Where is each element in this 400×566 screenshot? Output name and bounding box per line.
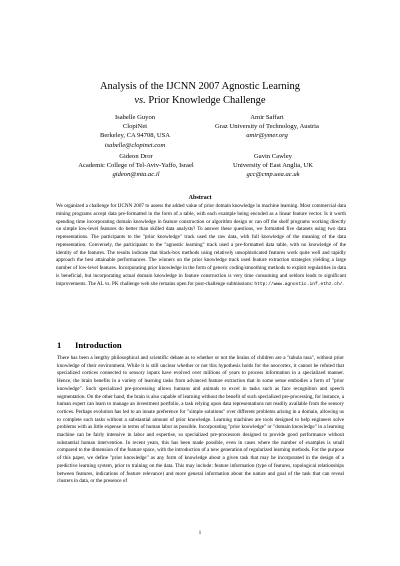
title-line-2 bbox=[0, 94, 400, 108]
author-email[interactable]: gcc@cmp.uea.ac.uk bbox=[246, 171, 300, 179]
author-name: Isabelle Guyon bbox=[114, 114, 156, 121]
author-block-guyon bbox=[80, 113, 190, 150]
page-number: 1 bbox=[198, 530, 202, 536]
author-email[interactable]: gideon@mta.ac.il bbox=[112, 171, 160, 179]
author-affiliation: ClopiNet bbox=[122, 123, 148, 131]
abstract-heading: Abstract bbox=[188, 194, 212, 201]
abstract-body: We organized a challenge for IJCNN 2007 to assess the added value of prior domain knowledge in machine learning. Most commercial data mining programs accept data pre-formatted in the form of a table, with each example being encoded as a linear feature vector. Is it worth spending time incorporating domain knowledge in feature construction or algorithm design or can off the shelf programs working directly on simple low-level features do better than skilled data analysts? To answer these questions, we formatted five datasets using two data representations. The participants to the "prior knowledge" track used the raw data, with full knowledge of the meaning of the data representation. Conversely, the participants to the "agnostic learning" track used a pre-formatted data table, with no knowledge of the identity of the features. The results indicate that black-box methods using relatively unsophisticated features work quite well and rapidly approach the best attainable performances. The winners on the prior knowledge track used feature extraction strategies yielding a large number of low-level features. Incorporating prior knowledge in the form of generic coding/smoothing methods to exploit regularities in data is beneficial, but incorporating actual domain knowledge in feature construction is very time consuming and seldom leads to significant improvements. The AL vs. PK challenge web site remains open for post-challenge submissions: bbox=[56, 203, 346, 287]
title-vs: vs. bbox=[134, 95, 146, 106]
section-heading bbox=[57, 340, 122, 350]
author-email[interactable]: amir@ymer.org bbox=[246, 132, 288, 140]
abstract-url-link[interactable]: http://www.agnostic.inf.ethz.ch/ bbox=[254, 281, 343, 287]
author-email[interactable]: isabelle@clopinet.com bbox=[104, 141, 166, 149]
introduction-paragraph: There has been a lengthy philosophical and scientific debate as to whether or not the brains of children are a "tabula rasa", without prior knowledge of their environment. While it is still unclear whether or not this hypothesis holds for the neocortex, it cannot be refuted that specialized cortices connected to sensory inputs have evolved over millions of years to process information in a specialized manner. Hence, the brain benefits in a variety of learning tasks from advanced feature extraction that in some sense embodies a form of "prior knowledge". Such specialized pre-processing allows humans and animals to excel in tasks such as face recognition and speech segmentation. On the other hand, the brain is also capable of learning without the benefit of such specialized pre-processing, for instance, a human expert can learn to manage an investment portfolio, a task relying upon data representations not readily available from the sensory cortices. Perhaps evolution has led to an innate preference for "simple solutions" over different problems arising in a domain, allowing us to complete such tasks without a substantial amount of prior knowledge. Learning machines are tools designed to help engineers solve problems with as little expense in terms of human labor as possible. Incorporating "prior knowledge" or "domain knowledge" in a learning machine can be fairly intensive in labor and expertise, so specialized pre-processors designed to provide good performance without substantial human intervention. In recent years, this has been made possible, even in cases where the number of examples is small compared to the dimension of the feature space, with the introduction of a new generation of regularized learning methods. For the purpose of this paper, we define "prior knowledge" as any form of knowledge about a given task that may be incorporated in the design of a predictive learning system, prior to training on the data. This may include: feature information (type of features, topological relationships between features, indications of feature relevance) and more general information about the nature and goal of the task that can reveal clusters in data, or the presence of bbox=[57, 355, 344, 485]
author-name: Gideon Dror bbox=[119, 153, 153, 160]
author-block-saffari bbox=[207, 113, 327, 141]
author-block-cawley bbox=[218, 152, 328, 180]
author-block-dror bbox=[68, 152, 204, 180]
section-title: Introduction bbox=[75, 340, 122, 350]
author-affiliation: Graz University of Technology, Austria bbox=[215, 123, 319, 131]
abstract-end: . bbox=[342, 280, 344, 287]
author-affiliation: University of East Anglia, UK bbox=[232, 162, 314, 170]
abstract-text bbox=[56, 203, 346, 288]
title-line-2-rest: Prior Knowledge Challenge bbox=[145, 95, 266, 106]
author-name: Gavin Cawley bbox=[254, 153, 292, 160]
section-number: 1 bbox=[57, 340, 62, 350]
author-name: Amir Saffari bbox=[250, 114, 284, 121]
author-affiliation: Academic College of Tel-Aviv-Yaffo, Israel bbox=[78, 162, 194, 170]
title-line-1: Analysis of the IJCNN 2007 Agnostic Learning bbox=[99, 81, 301, 92]
paper-title bbox=[0, 80, 400, 108]
author-address: Berkeley, CA 94708, USA bbox=[99, 132, 171, 140]
